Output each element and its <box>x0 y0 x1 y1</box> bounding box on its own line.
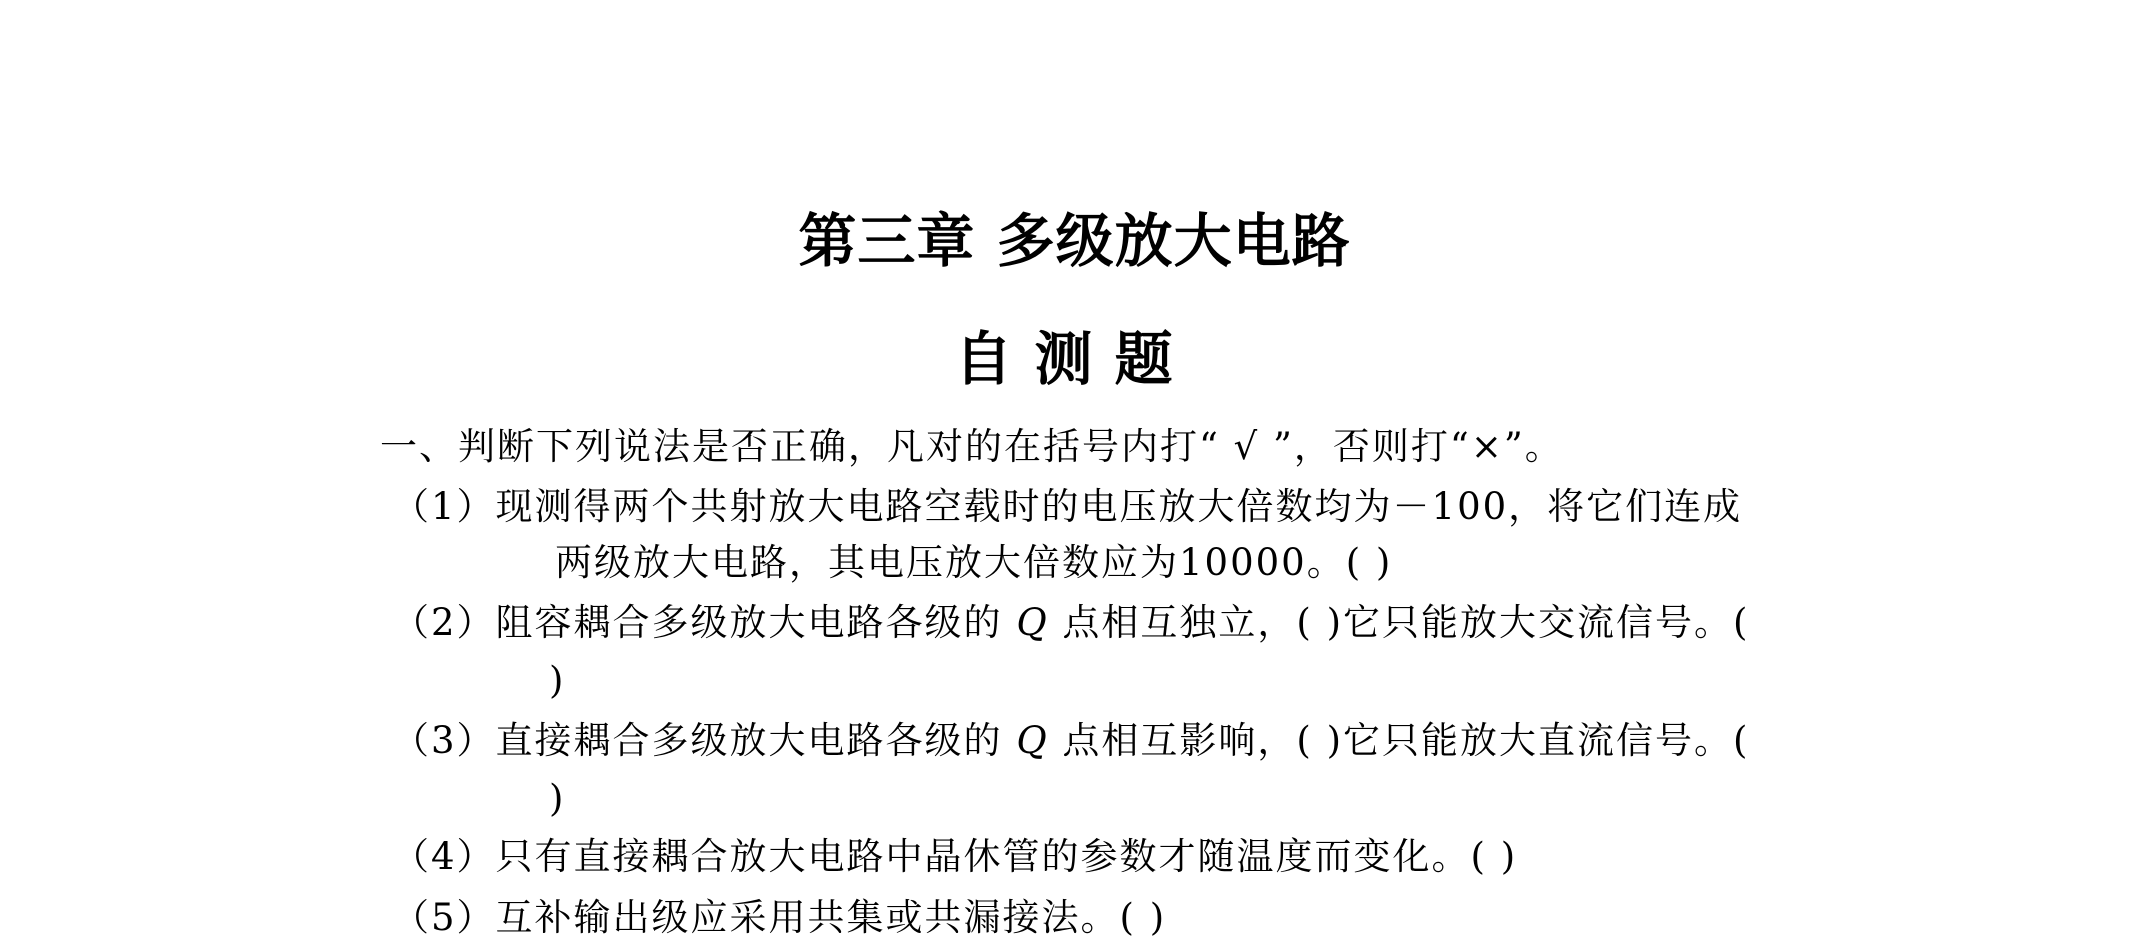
question-5-partial-line <box>392 893 1167 939</box>
question-2-line-2: ) <box>549 659 566 702</box>
question-5-line-1: （5）互补输出级应采用共集或共漏接法。( ) <box>392 896 1167 939</box>
question-3-q-symbol: Q <box>1016 719 1049 762</box>
question-2-line-1 <box>392 598 1749 648</box>
question-3-text-after: 点相互影响，( )它只能放大直流信号。( <box>1048 719 1750 762</box>
question-1-line-1: （1）现测得两个共射放大电路空载时的电压放大倍数均为－100，将它们连成 <box>392 485 1743 528</box>
question-1-line-2: 两级放大电路，其电压放大倍数应为10000。( ) <box>555 541 1393 584</box>
section-title: 自测题 <box>954 325 1195 393</box>
question-2-text-after: 点相互独立，( )它只能放大交流信号。( <box>1048 601 1750 644</box>
question-4-line-1: （4）只有直接耦合放大电路中晶休管的参数才随温度而变化。( ) <box>392 835 1518 878</box>
question-2-q-symbol: Q <box>1016 601 1049 644</box>
instruction-text: 一、判断下列说法是否正确，凡对的在括号内打“ √ ”，否则打“×”。 <box>380 425 1564 468</box>
question-3-line-2: ) <box>549 777 566 820</box>
chapter-title: 第三章 多级放大电路 <box>798 207 1351 275</box>
question-3-text-before: （3）直接耦合多级放大电路各级的 <box>392 719 1017 762</box>
question-3-line-1 <box>392 716 1749 766</box>
question-2-text-before: （2）阻容耦合多级放大电路各级的 <box>392 601 1017 644</box>
